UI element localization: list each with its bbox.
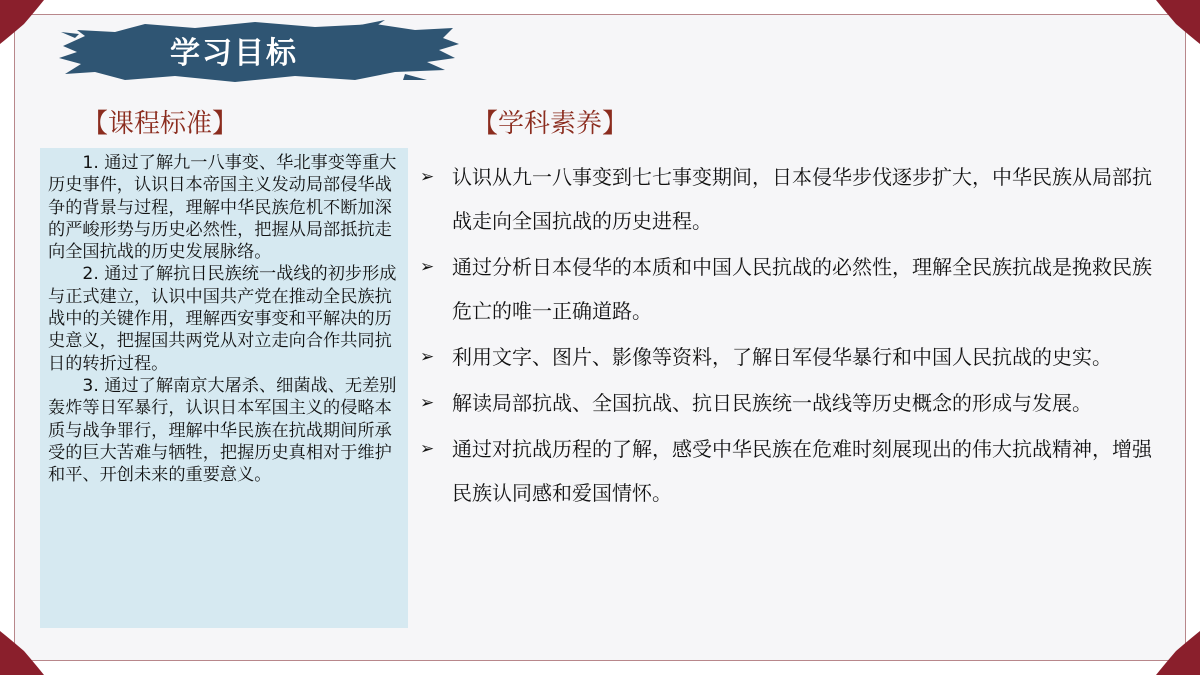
- corner-ornament-bottom-left: [0, 629, 46, 675]
- literacy-list: [420, 155, 1170, 517]
- corner-ornament-top-left: [0, 0, 46, 46]
- standard-item-2: 2. 通过了解抗日民族统一战线的初步形成与正式建立，认识中国共产党在推动全民族抗战中的关键作用，理解西安事变和平解决的历史意义，把握国共两党从对立走向合作共同抗日的转折过程。: [48, 264, 397, 374]
- literacy-item: [420, 245, 1170, 333]
- literacy-item-text: 解读局部抗战、全国抗战、抗日民族统一战线等历史概念的形成与发展。: [452, 391, 1092, 415]
- standard-item-1: 1. 通过了解九一八事变、华北事变等重大历史事件，认识日本帝国主义发动局部侵华战争的背景与过程，理解中华民族危机不断加深的严峻形势与历史必然性，把握从局部抵抗走向全国抗战的历史发展脉络。: [48, 153, 397, 263]
- curriculum-standards-box: [40, 148, 408, 628]
- arrow-bullet-icon: ➢: [420, 347, 435, 367]
- literacy-item-text: 利用文字、图片、影像等资料，了解日军侵华暴行和中国人民抗战的史实。: [452, 345, 1112, 369]
- title-banner: [55, 18, 465, 86]
- corner-ornament-bottom-right: [1154, 629, 1200, 675]
- subject-literacy-heading: 【学科素养】: [472, 109, 629, 139]
- page-title: 学习目标: [170, 36, 298, 71]
- curriculum-standards-heading: 【课程标准】: [82, 109, 239, 139]
- literacy-item-text: 通过对抗战历程的了解，感受中华民族在危难时刻展现出的伟大抗战精神，增强民族认同感和爱国情怀。: [452, 437, 1152, 505]
- literacy-item: [420, 381, 1170, 425]
- literacy-item-text: 认识从九一八事变到七七事变期间，日本侵华步伐逐步扩大，中华民族从局部抗战走向全国抗战的历史进程。: [452, 165, 1152, 233]
- corner-ornament-top-right: [1154, 0, 1200, 46]
- literacy-item-text: 通过分析日本侵华的本质和中国人民抗战的必然性，理解全民族抗战是挽救民族危亡的唯一正确道路。: [452, 255, 1152, 323]
- literacy-item: [420, 155, 1170, 243]
- arrow-bullet-icon: ➢: [420, 257, 435, 277]
- arrow-bullet-icon: ➢: [420, 167, 435, 187]
- standard-item-3: 3. 通过了解南京大屠杀、细菌战、无差别轰炸等日军暴行，认识日本军国主义的侵略本质与战争罪行，理解中华民族在抗战期间所承受的巨大苦难与牺牲，把握历史真相对于维护和平、开创未来的重要意义。: [48, 375, 397, 486]
- arrow-bullet-icon: ➢: [420, 393, 435, 413]
- literacy-item: [420, 427, 1170, 515]
- literacy-item: [420, 335, 1170, 379]
- arrow-bullet-icon: ➢: [420, 439, 435, 459]
